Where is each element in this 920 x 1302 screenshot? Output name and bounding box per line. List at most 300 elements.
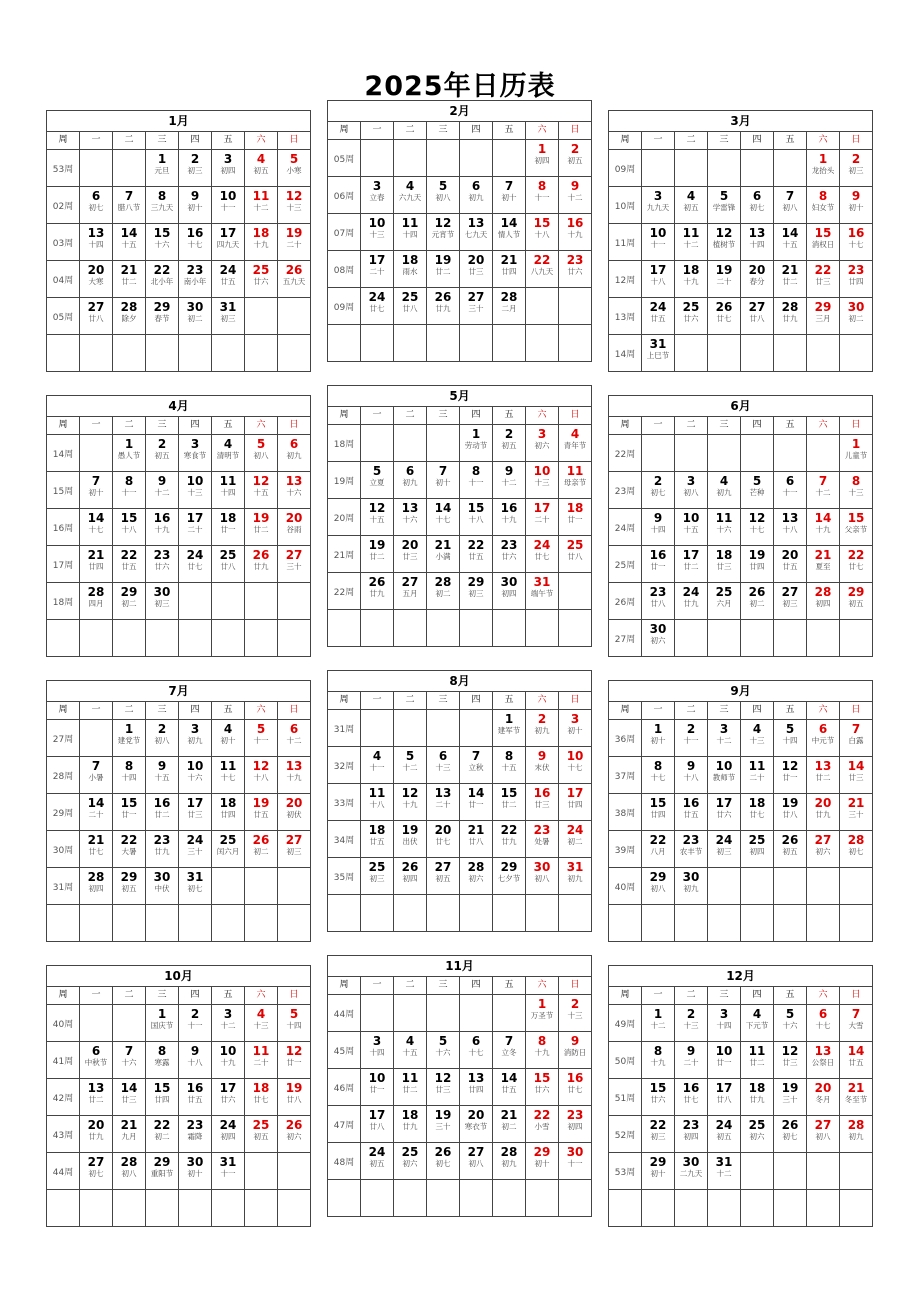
day-cell[interactable] (361, 747, 394, 784)
day-cell[interactable] (394, 536, 427, 573)
day-cell[interactable] (361, 251, 394, 288)
day-cell[interactable] (774, 1005, 807, 1042)
day-cell[interactable] (146, 546, 179, 583)
day-cell[interactable] (212, 546, 245, 583)
day-cell[interactable] (427, 1143, 460, 1180)
day-cell[interactable] (840, 224, 873, 261)
day-cell[interactable] (394, 1069, 427, 1106)
day-cell[interactable] (427, 821, 460, 858)
day-cell[interactable] (807, 187, 840, 224)
day-cell[interactable] (460, 288, 493, 325)
day-cell[interactable] (807, 472, 840, 509)
day-cell[interactable] (427, 536, 460, 573)
day-cell[interactable] (493, 1069, 526, 1106)
day-cell[interactable] (361, 214, 394, 251)
day-cell[interactable] (394, 251, 427, 288)
day-cell[interactable] (394, 1032, 427, 1069)
day-cell[interactable] (146, 1005, 179, 1042)
day-cell[interactable] (80, 1079, 113, 1116)
day-cell[interactable] (559, 499, 592, 536)
day-cell[interactable] (113, 1079, 146, 1116)
day-cell[interactable] (526, 1032, 559, 1069)
day-cell[interactable] (774, 472, 807, 509)
day-cell[interactable] (774, 1079, 807, 1116)
day-cell[interactable] (179, 509, 212, 546)
day-cell[interactable] (774, 187, 807, 224)
day-cell[interactable] (212, 509, 245, 546)
day-cell[interactable] (80, 1116, 113, 1153)
day-cell[interactable] (460, 499, 493, 536)
day-cell[interactable] (526, 499, 559, 536)
day-cell[interactable] (212, 187, 245, 224)
day-cell[interactable] (427, 747, 460, 784)
day-cell[interactable] (146, 831, 179, 868)
day-cell[interactable] (807, 224, 840, 261)
day-cell[interactable] (80, 472, 113, 509)
day-cell[interactable] (840, 1005, 873, 1042)
day-cell[interactable] (642, 298, 675, 335)
day-cell[interactable] (741, 224, 774, 261)
day-cell[interactable] (493, 1143, 526, 1180)
day-cell[interactable] (840, 546, 873, 583)
day-cell[interactable] (708, 224, 741, 261)
day-cell[interactable] (212, 1116, 245, 1153)
day-cell[interactable] (212, 472, 245, 509)
day-cell[interactable] (212, 150, 245, 187)
day-cell[interactable] (741, 472, 774, 509)
day-cell[interactable] (708, 509, 741, 546)
day-cell[interactable] (427, 288, 460, 325)
day-cell[interactable] (675, 1153, 708, 1190)
day-cell[interactable] (708, 1116, 741, 1153)
day-cell[interactable] (278, 1079, 311, 1116)
day-cell[interactable] (179, 150, 212, 187)
day-cell[interactable] (807, 720, 840, 757)
day-cell[interactable] (212, 298, 245, 335)
day-cell[interactable] (807, 1116, 840, 1153)
day-cell[interactable] (113, 868, 146, 905)
day-cell[interactable] (361, 1106, 394, 1143)
day-cell[interactable] (675, 1116, 708, 1153)
day-cell[interactable] (361, 821, 394, 858)
day-cell[interactable] (278, 435, 311, 472)
day-cell[interactable] (526, 214, 559, 251)
day-cell[interactable] (80, 868, 113, 905)
day-cell[interactable] (394, 177, 427, 214)
day-cell[interactable] (526, 573, 559, 610)
day-cell[interactable] (642, 509, 675, 546)
day-cell[interactable] (675, 472, 708, 509)
day-cell[interactable] (493, 1106, 526, 1143)
day-cell[interactable] (807, 831, 840, 868)
day-cell[interactable] (394, 1143, 427, 1180)
day-cell[interactable] (460, 573, 493, 610)
day-cell[interactable] (245, 224, 278, 261)
day-cell[interactable] (840, 757, 873, 794)
day-cell[interactable] (741, 831, 774, 868)
day-cell[interactable] (559, 462, 592, 499)
day-cell[interactable] (675, 546, 708, 583)
day-cell[interactable] (179, 1079, 212, 1116)
day-cell[interactable] (245, 1005, 278, 1042)
day-cell[interactable] (774, 583, 807, 620)
day-cell[interactable] (427, 1032, 460, 1069)
day-cell[interactable] (278, 509, 311, 546)
day-cell[interactable] (741, 261, 774, 298)
day-cell[interactable] (113, 509, 146, 546)
day-cell[interactable] (675, 794, 708, 831)
day-cell[interactable] (146, 150, 179, 187)
day-cell[interactable] (146, 472, 179, 509)
day-cell[interactable] (642, 1116, 675, 1153)
day-cell[interactable] (245, 261, 278, 298)
day-cell[interactable] (493, 177, 526, 214)
day-cell[interactable] (840, 187, 873, 224)
day-cell[interactable] (840, 1079, 873, 1116)
day-cell[interactable] (394, 858, 427, 895)
day-cell[interactable] (526, 251, 559, 288)
day-cell[interactable] (493, 710, 526, 747)
day-cell[interactable] (741, 187, 774, 224)
day-cell[interactable] (179, 794, 212, 831)
day-cell[interactable] (807, 509, 840, 546)
day-cell[interactable] (741, 757, 774, 794)
day-cell[interactable] (146, 435, 179, 472)
day-cell[interactable] (807, 1079, 840, 1116)
day-cell[interactable] (212, 435, 245, 472)
day-cell[interactable] (774, 224, 807, 261)
day-cell[interactable] (708, 720, 741, 757)
day-cell[interactable] (278, 1005, 311, 1042)
day-cell[interactable] (394, 784, 427, 821)
day-cell[interactable] (675, 298, 708, 335)
day-cell[interactable] (642, 1153, 675, 1190)
day-cell[interactable] (675, 509, 708, 546)
day-cell[interactable] (80, 261, 113, 298)
day-cell[interactable] (526, 425, 559, 462)
day-cell[interactable] (460, 462, 493, 499)
day-cell[interactable] (460, 747, 493, 784)
day-cell[interactable] (361, 499, 394, 536)
day-cell[interactable] (493, 858, 526, 895)
day-cell[interactable] (840, 509, 873, 546)
day-cell[interactable] (559, 1106, 592, 1143)
day-cell[interactable] (427, 1069, 460, 1106)
day-cell[interactable] (675, 187, 708, 224)
day-cell[interactable] (526, 177, 559, 214)
day-cell[interactable] (460, 1069, 493, 1106)
day-cell[interactable] (212, 261, 245, 298)
day-cell[interactable] (361, 1032, 394, 1069)
day-cell[interactable] (179, 868, 212, 905)
day-cell[interactable] (493, 288, 526, 325)
day-cell[interactable] (708, 298, 741, 335)
day-cell[interactable] (493, 784, 526, 821)
day-cell[interactable] (394, 462, 427, 499)
day-cell[interactable] (427, 784, 460, 821)
day-cell[interactable] (526, 858, 559, 895)
day-cell[interactable] (642, 868, 675, 905)
day-cell[interactable] (493, 251, 526, 288)
day-cell[interactable] (460, 177, 493, 214)
day-cell[interactable] (212, 831, 245, 868)
day-cell[interactable] (642, 261, 675, 298)
day-cell[interactable] (361, 784, 394, 821)
day-cell[interactable] (361, 1069, 394, 1106)
day-cell[interactable] (559, 747, 592, 784)
day-cell[interactable] (460, 251, 493, 288)
day-cell[interactable] (212, 1005, 245, 1042)
day-cell[interactable] (526, 1143, 559, 1180)
day-cell[interactable] (840, 435, 873, 472)
day-cell[interactable] (774, 794, 807, 831)
day-cell[interactable] (212, 1079, 245, 1116)
day-cell[interactable] (675, 720, 708, 757)
day-cell[interactable] (113, 1116, 146, 1153)
day-cell[interactable] (146, 1153, 179, 1190)
day-cell[interactable] (278, 224, 311, 261)
day-cell[interactable] (642, 720, 675, 757)
day-cell[interactable] (675, 1042, 708, 1079)
day-cell[interactable] (245, 546, 278, 583)
day-cell[interactable] (80, 831, 113, 868)
day-cell[interactable] (113, 583, 146, 620)
day-cell[interactable] (526, 710, 559, 747)
day-cell[interactable] (245, 720, 278, 757)
day-cell[interactable] (675, 757, 708, 794)
day-cell[interactable] (526, 462, 559, 499)
day-cell[interactable] (427, 499, 460, 536)
day-cell[interactable] (361, 177, 394, 214)
day-cell[interactable] (361, 536, 394, 573)
day-cell[interactable] (526, 784, 559, 821)
day-cell[interactable] (559, 177, 592, 214)
day-cell[interactable] (427, 214, 460, 251)
day-cell[interactable] (559, 821, 592, 858)
day-cell[interactable] (840, 1042, 873, 1079)
day-cell[interactable] (675, 831, 708, 868)
day-cell[interactable] (179, 261, 212, 298)
day-cell[interactable] (146, 1116, 179, 1153)
day-cell[interactable] (179, 1153, 212, 1190)
day-cell[interactable] (807, 1042, 840, 1079)
day-cell[interactable] (80, 583, 113, 620)
day-cell[interactable] (493, 462, 526, 499)
day-cell[interactable] (559, 1069, 592, 1106)
day-cell[interactable] (146, 298, 179, 335)
day-cell[interactable] (708, 831, 741, 868)
day-cell[interactable] (526, 995, 559, 1032)
day-cell[interactable] (278, 472, 311, 509)
day-cell[interactable] (113, 472, 146, 509)
day-cell[interactable] (179, 224, 212, 261)
day-cell[interactable] (179, 187, 212, 224)
day-cell[interactable] (212, 757, 245, 794)
day-cell[interactable] (113, 831, 146, 868)
day-cell[interactable] (642, 187, 675, 224)
day-cell[interactable] (559, 536, 592, 573)
day-cell[interactable] (493, 499, 526, 536)
day-cell[interactable] (179, 831, 212, 868)
day-cell[interactable] (559, 784, 592, 821)
day-cell[interactable] (774, 509, 807, 546)
day-cell[interactable] (146, 1079, 179, 1116)
day-cell[interactable] (526, 821, 559, 858)
day-cell[interactable] (80, 509, 113, 546)
day-cell[interactable] (278, 831, 311, 868)
day-cell[interactable] (840, 794, 873, 831)
day-cell[interactable] (245, 509, 278, 546)
day-cell[interactable] (361, 1143, 394, 1180)
day-cell[interactable] (278, 794, 311, 831)
day-cell[interactable] (80, 224, 113, 261)
day-cell[interactable] (642, 335, 675, 372)
day-cell[interactable] (394, 821, 427, 858)
day-cell[interactable] (807, 546, 840, 583)
day-cell[interactable] (675, 224, 708, 261)
day-cell[interactable] (559, 1143, 592, 1180)
day-cell[interactable] (708, 472, 741, 509)
day-cell[interactable] (113, 1153, 146, 1190)
day-cell[interactable] (741, 298, 774, 335)
day-cell[interactable] (559, 214, 592, 251)
day-cell[interactable] (394, 1106, 427, 1143)
day-cell[interactable] (840, 472, 873, 509)
day-cell[interactable] (708, 1005, 741, 1042)
day-cell[interactable] (245, 831, 278, 868)
day-cell[interactable] (394, 499, 427, 536)
day-cell[interactable] (460, 821, 493, 858)
day-cell[interactable] (675, 1005, 708, 1042)
day-cell[interactable] (146, 868, 179, 905)
day-cell[interactable] (840, 150, 873, 187)
day-cell[interactable] (113, 261, 146, 298)
day-cell[interactable] (113, 187, 146, 224)
day-cell[interactable] (559, 140, 592, 177)
day-cell[interactable] (741, 509, 774, 546)
day-cell[interactable] (245, 757, 278, 794)
day-cell[interactable] (807, 261, 840, 298)
day-cell[interactable] (113, 1042, 146, 1079)
day-cell[interactable] (361, 858, 394, 895)
day-cell[interactable] (113, 298, 146, 335)
day-cell[interactable] (113, 794, 146, 831)
day-cell[interactable] (493, 214, 526, 251)
day-cell[interactable] (460, 784, 493, 821)
day-cell[interactable] (179, 435, 212, 472)
day-cell[interactable] (146, 187, 179, 224)
day-cell[interactable] (642, 583, 675, 620)
day-cell[interactable] (460, 536, 493, 573)
day-cell[interactable] (278, 150, 311, 187)
day-cell[interactable] (774, 720, 807, 757)
day-cell[interactable] (526, 536, 559, 573)
day-cell[interactable] (708, 187, 741, 224)
day-cell[interactable] (642, 546, 675, 583)
day-cell[interactable] (146, 509, 179, 546)
day-cell[interactable] (80, 1153, 113, 1190)
day-cell[interactable] (741, 720, 774, 757)
day-cell[interactable] (708, 1153, 741, 1190)
day-cell[interactable] (460, 858, 493, 895)
day-cell[interactable] (807, 150, 840, 187)
day-cell[interactable] (642, 620, 675, 657)
day-cell[interactable] (642, 757, 675, 794)
day-cell[interactable] (642, 472, 675, 509)
day-cell[interactable] (642, 1042, 675, 1079)
day-cell[interactable] (840, 583, 873, 620)
day-cell[interactable] (146, 1042, 179, 1079)
day-cell[interactable] (807, 794, 840, 831)
day-cell[interactable] (361, 462, 394, 499)
day-cell[interactable] (774, 1042, 807, 1079)
day-cell[interactable] (146, 794, 179, 831)
day-cell[interactable] (493, 1032, 526, 1069)
day-cell[interactable] (278, 546, 311, 583)
day-cell[interactable] (460, 1143, 493, 1180)
day-cell[interactable] (394, 288, 427, 325)
day-cell[interactable] (179, 1005, 212, 1042)
day-cell[interactable] (559, 710, 592, 747)
day-cell[interactable] (113, 224, 146, 261)
day-cell[interactable] (840, 720, 873, 757)
day-cell[interactable] (179, 546, 212, 583)
day-cell[interactable] (80, 546, 113, 583)
day-cell[interactable] (741, 1042, 774, 1079)
day-cell[interactable] (146, 720, 179, 757)
day-cell[interactable] (807, 583, 840, 620)
day-cell[interactable] (80, 187, 113, 224)
day-cell[interactable] (741, 1079, 774, 1116)
day-cell[interactable] (245, 472, 278, 509)
day-cell[interactable] (179, 472, 212, 509)
day-cell[interactable] (807, 757, 840, 794)
day-cell[interactable] (245, 1079, 278, 1116)
day-cell[interactable] (80, 757, 113, 794)
day-cell[interactable] (774, 757, 807, 794)
day-cell[interactable] (146, 757, 179, 794)
day-cell[interactable] (774, 261, 807, 298)
day-cell[interactable] (675, 583, 708, 620)
day-cell[interactable] (460, 1106, 493, 1143)
day-cell[interactable] (840, 831, 873, 868)
day-cell[interactable] (245, 1116, 278, 1153)
day-cell[interactable] (741, 583, 774, 620)
day-cell[interactable] (526, 1106, 559, 1143)
day-cell[interactable] (675, 868, 708, 905)
day-cell[interactable] (212, 720, 245, 757)
day-cell[interactable] (493, 573, 526, 610)
day-cell[interactable] (245, 435, 278, 472)
day-cell[interactable] (427, 462, 460, 499)
day-cell[interactable] (807, 1005, 840, 1042)
day-cell[interactable] (807, 298, 840, 335)
day-cell[interactable] (80, 298, 113, 335)
day-cell[interactable] (741, 794, 774, 831)
day-cell[interactable] (708, 546, 741, 583)
day-cell[interactable] (774, 298, 807, 335)
day-cell[interactable] (278, 1116, 311, 1153)
day-cell[interactable] (212, 1042, 245, 1079)
day-cell[interactable] (179, 298, 212, 335)
day-cell[interactable] (559, 858, 592, 895)
day-cell[interactable] (559, 251, 592, 288)
day-cell[interactable] (642, 794, 675, 831)
day-cell[interactable] (559, 425, 592, 462)
day-cell[interactable] (146, 261, 179, 298)
day-cell[interactable] (278, 1042, 311, 1079)
day-cell[interactable] (179, 720, 212, 757)
